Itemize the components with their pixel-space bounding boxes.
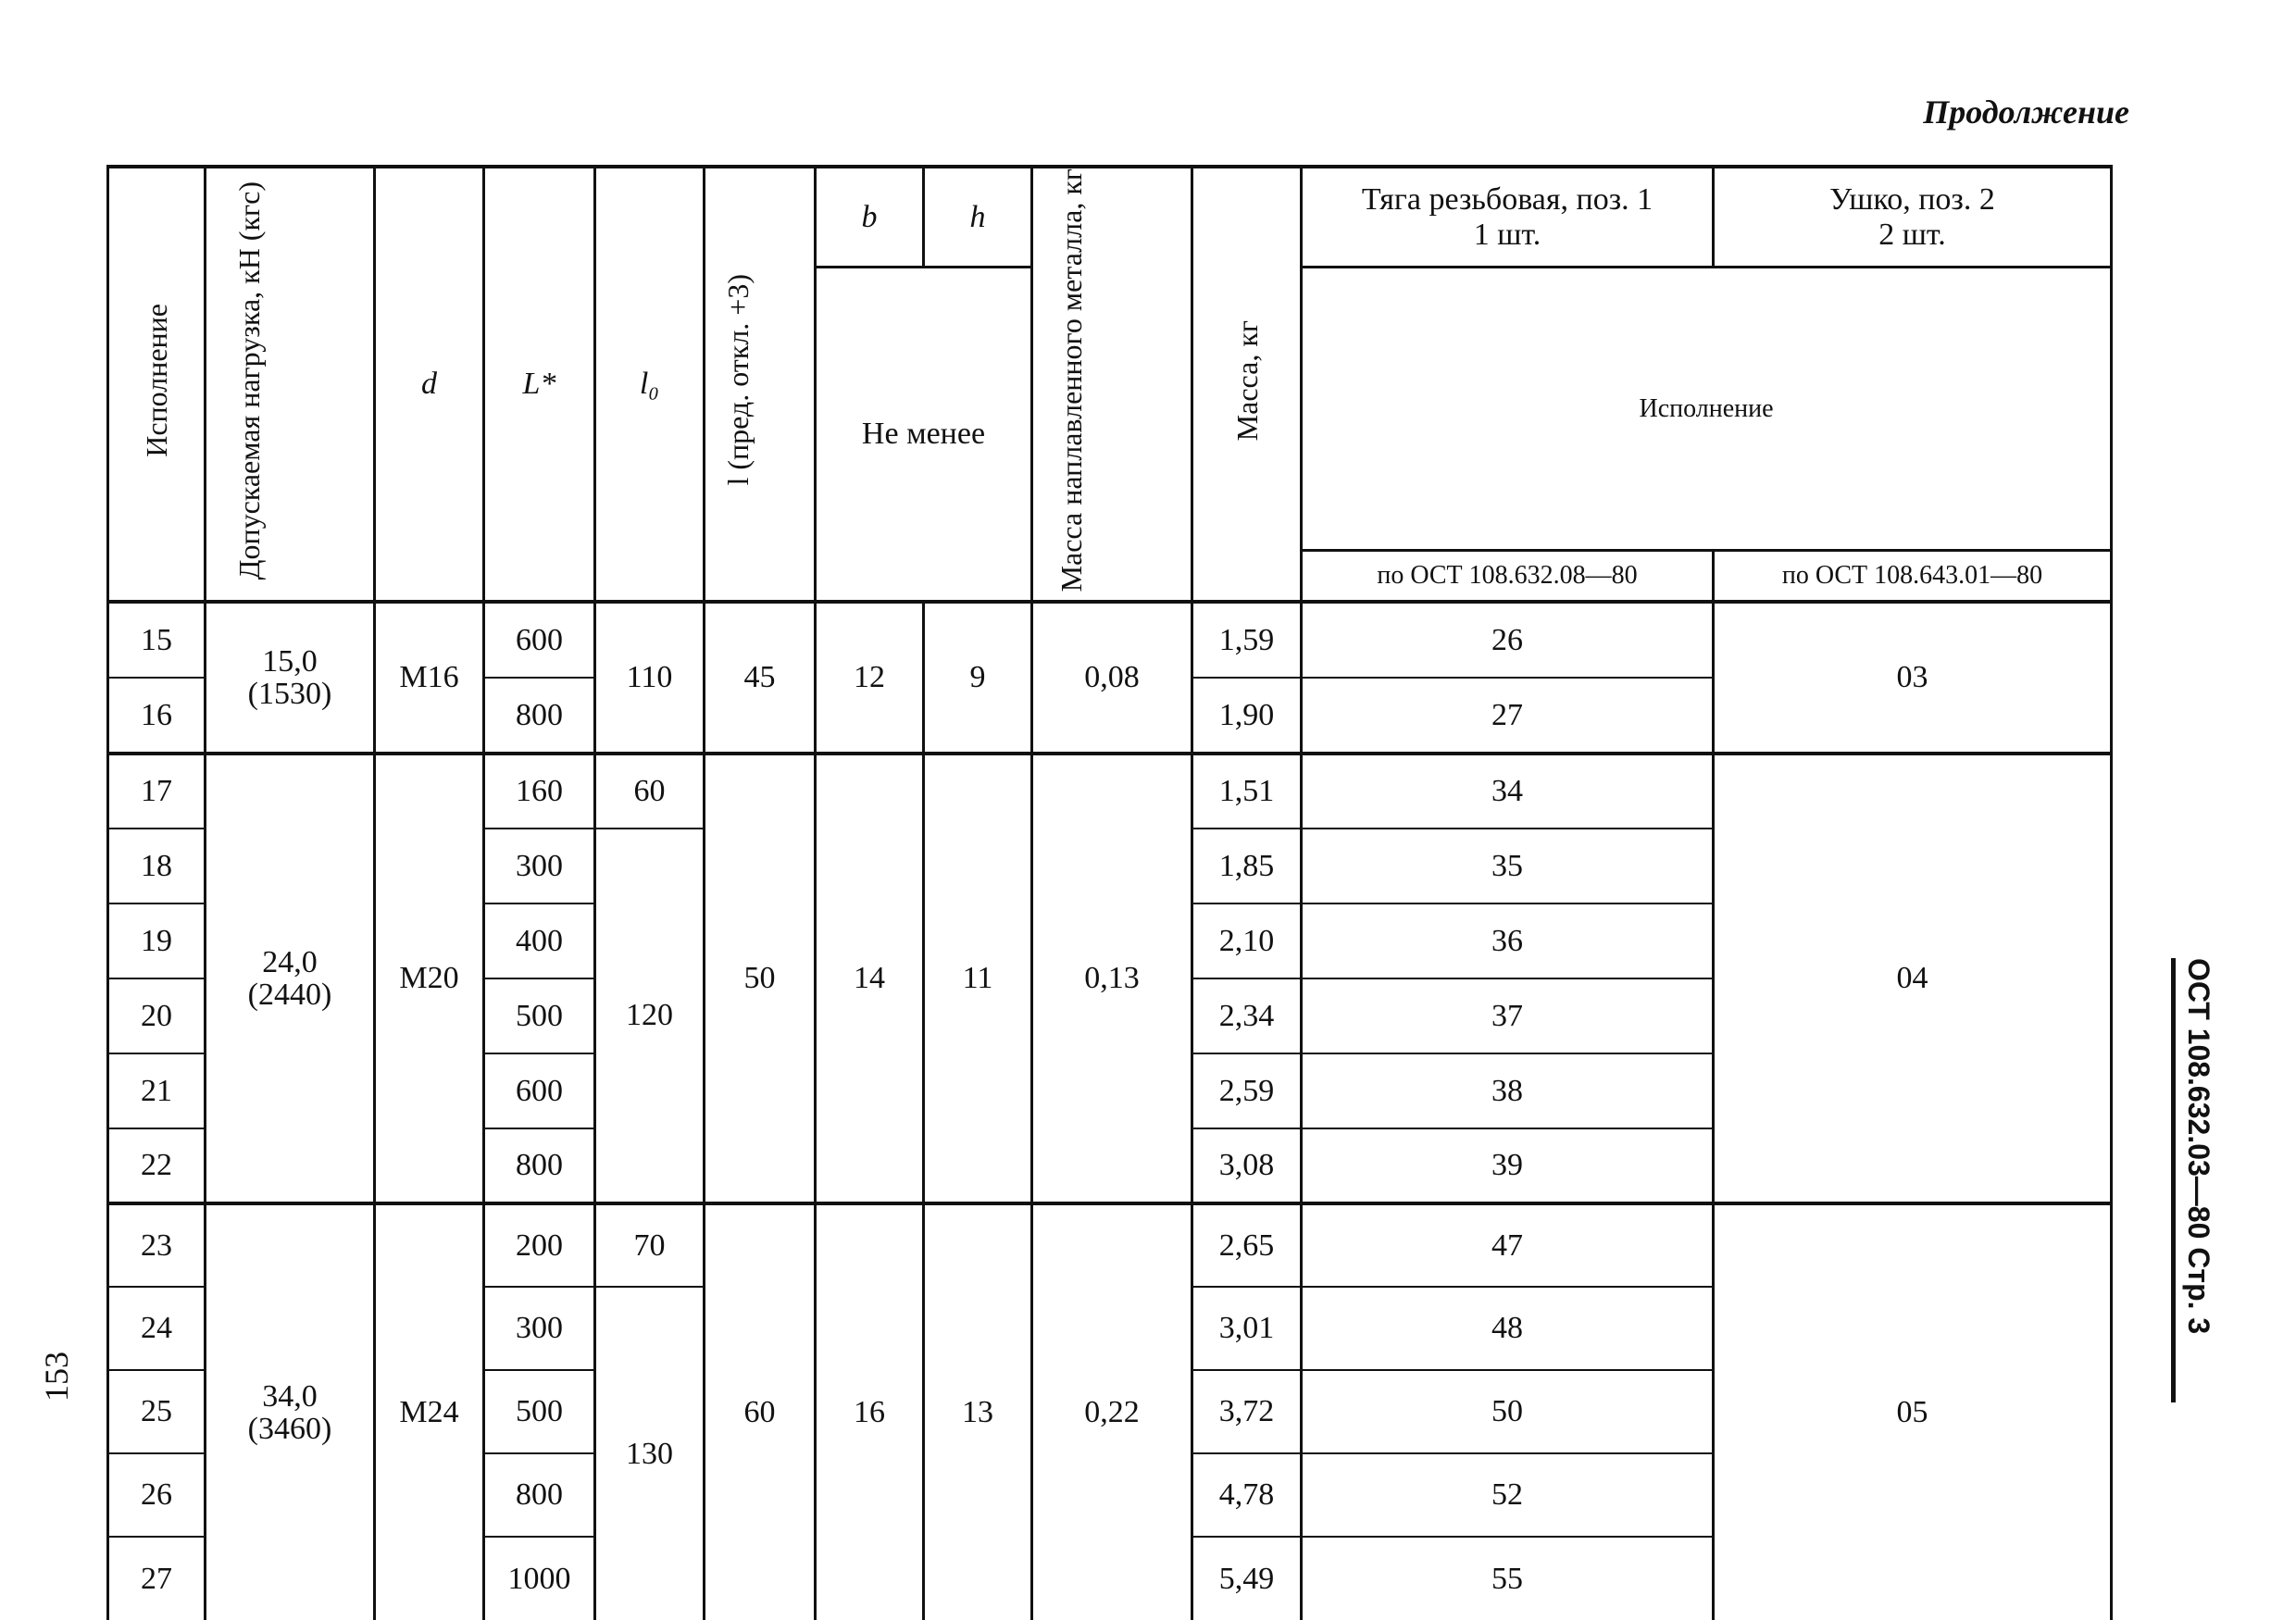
header-h: h: [924, 167, 1032, 268]
header-l0: l₀: [595, 167, 705, 602]
cell-exec: 21: [108, 1053, 206, 1128]
cell-L: 600: [484, 1053, 595, 1128]
cell-rod: 37: [1302, 978, 1714, 1053]
cell-eye: 05: [1714, 1203, 2112, 1620]
cell-mass: 5,49: [1192, 1537, 1302, 1620]
cell-mass: 1,51: [1192, 754, 1302, 829]
cell-exec: 27: [108, 1537, 206, 1620]
cell-rod: 35: [1302, 829, 1714, 903]
cell-l0: 110: [595, 602, 705, 754]
cell-l0: 120: [595, 829, 705, 1203]
header-mass: Масса, кг: [1192, 167, 1302, 602]
cell-rod: 55: [1302, 1537, 1714, 1620]
cell-L: 500: [484, 1370, 595, 1453]
cell-l: 60: [705, 1203, 816, 1620]
header-load: Допускаемая нагрузка, кН (кгс): [206, 167, 375, 602]
cell-mass: 2,59: [1192, 1053, 1302, 1128]
cell-exec: 24: [108, 1287, 206, 1370]
header-rod: Тяга резьбовая, поз. 1 1 шт.: [1302, 167, 1714, 268]
cell-L: 400: [484, 903, 595, 978]
cell-rod: 36: [1302, 903, 1714, 978]
cell-d: М20: [375, 754, 484, 1203]
cell-mass: 3,01: [1192, 1287, 1302, 1370]
cell-mass: 2,10: [1192, 903, 1302, 978]
cell-mass: 2,34: [1192, 978, 1302, 1053]
header-not-less: Не менее: [816, 268, 1032, 603]
cell-weld: 0,08: [1032, 602, 1192, 754]
cell-L: 200: [484, 1203, 595, 1287]
cell-exec: 22: [108, 1128, 206, 1203]
cell-mass: 1,59: [1192, 602, 1302, 678]
cell-exec: 25: [108, 1370, 206, 1453]
cell-load: 15,0 (1530): [206, 602, 375, 754]
cell-L: 800: [484, 1128, 595, 1203]
cell-exec: 23: [108, 1203, 206, 1287]
cell-weld: 0,13: [1032, 754, 1192, 1203]
cell-l: 50: [705, 754, 816, 1203]
cell-l0: 60: [595, 754, 705, 829]
header-execution-sub: Исполнение: [1302, 268, 2112, 551]
cell-h: 13: [924, 1203, 1032, 1620]
cell-h: 11: [924, 754, 1032, 1203]
cell-L: 800: [484, 678, 595, 754]
cell-exec: 16: [108, 678, 206, 754]
header-rod-std: по ОСТ 108.632.08—80: [1302, 551, 1714, 603]
cell-rod: 48: [1302, 1287, 1714, 1370]
cell-rod: 52: [1302, 1453, 1714, 1537]
cell-L: 300: [484, 829, 595, 903]
cell-rod: 47: [1302, 1203, 1714, 1287]
cell-L: 1000: [484, 1537, 595, 1620]
cell-L: 160: [484, 754, 595, 829]
cell-mass: 3,72: [1192, 1370, 1302, 1453]
cell-b: 14: [816, 754, 924, 1203]
cell-eye: 04: [1714, 754, 2112, 1203]
header-d: d: [375, 167, 484, 602]
cell-d: М16: [375, 602, 484, 754]
cell-L: 300: [484, 1287, 595, 1370]
cell-l0: 70: [595, 1203, 705, 1287]
cell-h: 9: [924, 602, 1032, 754]
header-b: b: [816, 167, 924, 268]
cell-l: 45: [705, 602, 816, 754]
cell-mass: 1,90: [1192, 678, 1302, 754]
cell-L: 600: [484, 602, 595, 678]
header-l: l (пред. откл. +3): [705, 167, 816, 602]
cell-exec: 20: [108, 978, 206, 1053]
cell-load: 24,0 (2440): [206, 754, 375, 1203]
cell-rod: 39: [1302, 1128, 1714, 1203]
cell-load: 34,0 (3460): [206, 1203, 375, 1620]
cell-exec: 26: [108, 1453, 206, 1537]
cell-mass: 4,78: [1192, 1453, 1302, 1537]
cell-L: 800: [484, 1453, 595, 1537]
header-L: L*: [484, 167, 595, 602]
spec-table-wrapper: [106, 165, 2113, 1620]
cell-mass: 1,85: [1192, 829, 1302, 903]
spec-table: [106, 165, 2113, 1620]
continuation-label: Продолжение: [1923, 93, 2129, 131]
header-weld-mass: Масса наплавленного металла, кг: [1032, 167, 1192, 602]
cell-rod: 50: [1302, 1370, 1714, 1453]
cell-eye: 03: [1714, 602, 2112, 754]
cell-d: М24: [375, 1203, 484, 1620]
header-execution: Исполнение: [108, 167, 206, 602]
cell-mass: 3,08: [1192, 1128, 1302, 1203]
cell-rod: 26: [1302, 602, 1714, 678]
cell-exec: 17: [108, 754, 206, 829]
cell-exec: 15: [108, 602, 206, 678]
cell-exec: 18: [108, 829, 206, 903]
cell-b: 12: [816, 602, 924, 754]
header-eye-std: по ОСТ 108.643.01—80: [1714, 551, 2112, 603]
cell-exec: 19: [108, 903, 206, 978]
cell-l0: 130: [595, 1287, 705, 1620]
side-label-text: ОСТ 108.632.03—80 Стр. 3: [2171, 958, 2215, 1402]
cell-rod: 34: [1302, 754, 1714, 829]
cell-mass: 2,65: [1192, 1203, 1302, 1287]
cell-rod: 27: [1302, 678, 1714, 754]
cell-weld: 0,22: [1032, 1203, 1192, 1620]
page-number: 153: [38, 1352, 75, 1402]
side-standard-label: [2171, 958, 2227, 1402]
header-eye: Ушко, поз. 2 2 шт.: [1714, 167, 2112, 268]
cell-L: 500: [484, 978, 595, 1053]
cell-rod: 38: [1302, 1053, 1714, 1128]
cell-b: 16: [816, 1203, 924, 1620]
